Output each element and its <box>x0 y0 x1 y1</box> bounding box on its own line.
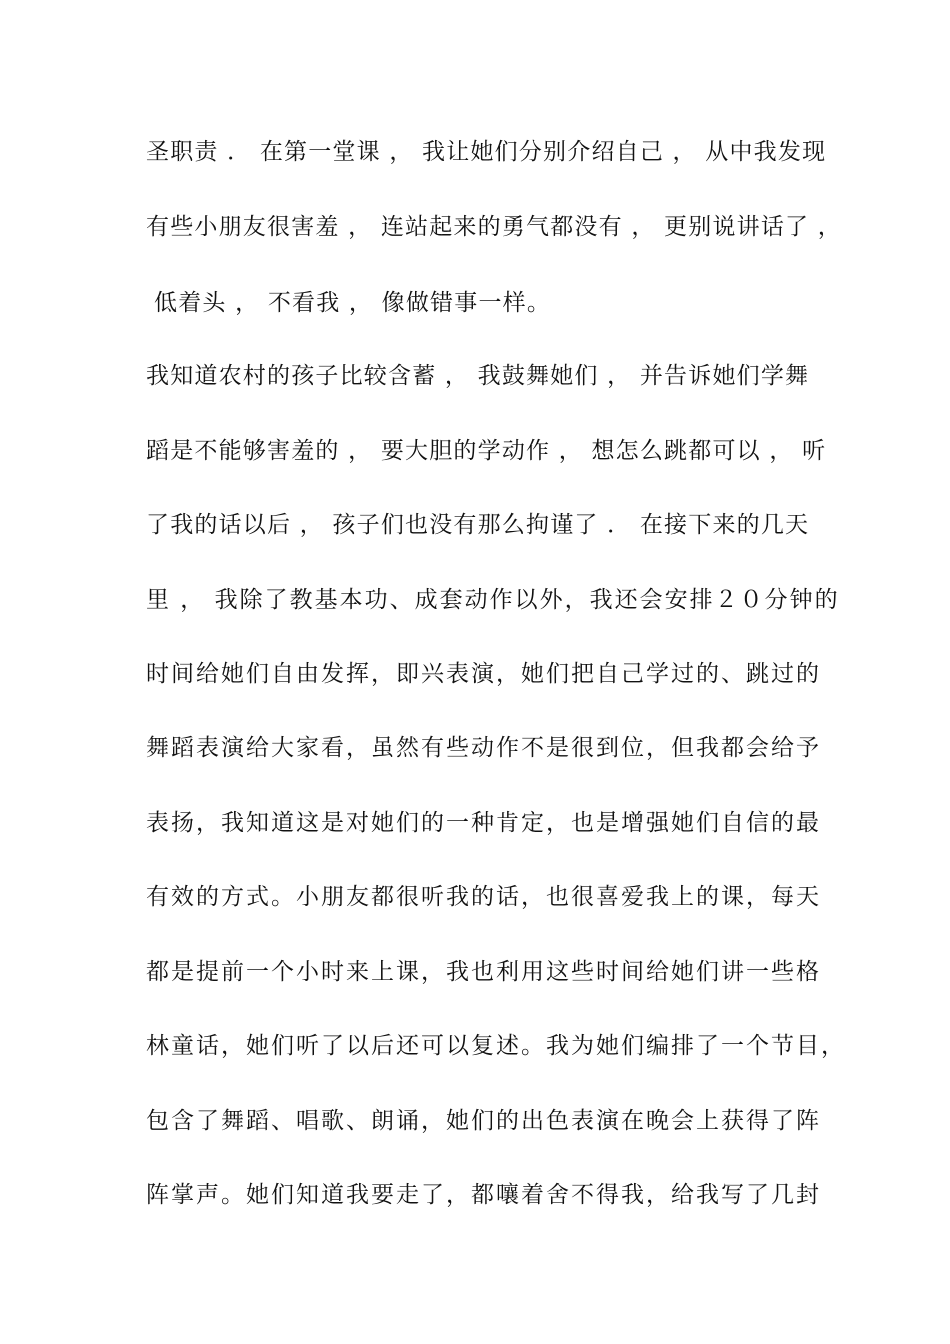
text-line-10: 表扬，我知道这是对她们的一种肯定，也是增强她们自信的最 <box>146 810 821 836</box>
text-line-5: 蹈是不能够害羞的 ， 要大胆的学动作 ， 想怎么跳都可以 ， 听 <box>146 438 827 464</box>
text-line-15: 阵掌声。她们知道我要走了，都嚷着舍不得我，给我写了几封 <box>146 1182 821 1208</box>
text-line-2: 有些小朋友很害羞 ， 连站起来的勇气都没有 ， 更别说讲话了 ， <box>146 214 842 240</box>
text-line-4: 我知道农村的孩子比较含蓄 ， 我鼓舞她们 ， 并告诉她们学舞 <box>146 363 810 389</box>
text-line-3: 低着头 ， 不看我 ， 像做错事一样。 <box>154 290 552 316</box>
text-line-1: 圣职责 ． 在第一堂课 ， 我让她们分别介绍自己 ， 从中我发现 <box>146 139 827 165</box>
text-line-8: 时间给她们自由发挥，即兴表演，她们把自己学过的、跳过的 <box>146 661 821 687</box>
text-line-12: 都是提前一个小时来上课，我也利用这些时间给她们讲一些格 <box>146 959 821 985</box>
text-line-7: 里 ， 我除了教基本功、成套动作以外，我还会安排２０分钟的 <box>146 587 840 613</box>
text-line-6: 了我的话以后 ， 孩子们也没有那么拘谨了 ． 在接下来的几天 <box>146 512 810 538</box>
text-line-11: 有效的方式。小朋友都很听我的话，也很喜爱我上的课，每天 <box>146 884 821 910</box>
text-line-9: 舞蹈表演给大家看，虽然有些动作不是很到位，但我都会给予 <box>146 735 821 761</box>
text-line-13: 林童话，她们听了以后还可以复述。我为她们编排了一个节目， <box>146 1033 846 1059</box>
text-line-14: 包含了舞蹈、唱歌、朗诵，她们的出色表演在晚会上获得了阵 <box>146 1108 821 1134</box>
